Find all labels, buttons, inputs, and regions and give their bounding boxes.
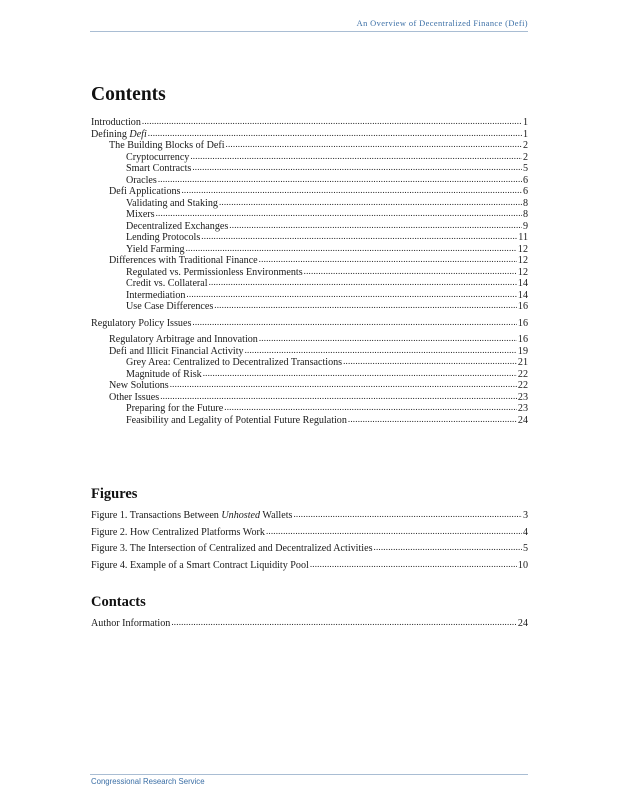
toc-page-number: 6 <box>522 186 528 197</box>
toc-entry-text: Cryptocurrency <box>126 151 190 163</box>
running-header-title: An Overview of Decentralized Finance (Defi) <box>356 19 528 28</box>
contacts-list <box>91 618 528 630</box>
toc-entry-italic-text: Defi <box>129 128 147 140</box>
dot-leader <box>181 185 521 197</box>
dot-leader <box>310 559 517 571</box>
dot-leader <box>148 128 522 140</box>
toc-page-number: 19 <box>517 345 528 357</box>
toc-entry[interactable] <box>91 415 528 427</box>
dot-leader <box>293 509 522 521</box>
toc-page-number: 23 <box>517 403 528 414</box>
toc-page-number: 1 <box>522 117 528 128</box>
toc-entry-text: Defining <box>91 128 130 140</box>
toc-entry-text: Intermediation <box>126 289 186 301</box>
toc-entry-text: Author Information <box>91 618 171 629</box>
toc-entry-label <box>91 117 141 129</box>
toc-entry-text: Magnitude of Risk <box>126 368 202 380</box>
toc-entry[interactable] <box>91 318 528 330</box>
dot-leader <box>343 356 517 368</box>
toc-entry-label <box>91 129 147 141</box>
dot-leader <box>226 139 522 151</box>
toc-entry-text: Use Case Differences <box>126 301 214 312</box>
toc-page-number: 5 <box>522 163 528 174</box>
toc-entry-text: Figure 1. Transactions Between <box>91 510 222 521</box>
toc-entry-text: Mixers <box>126 209 155 220</box>
dot-leader <box>259 333 517 345</box>
toc-entry-label <box>126 152 189 164</box>
figures-list <box>91 510 528 571</box>
toc-entry-label <box>126 290 185 302</box>
toc-entry-text: Regulatory Policy Issues <box>91 317 192 329</box>
toc-entry-label <box>126 415 347 427</box>
toc-entry-text: Decentralized Exchanges <box>126 220 229 232</box>
toc-entry-text: Figure 3. The Intersection of Centralized and Decentralized Activities <box>91 543 373 554</box>
dot-leader <box>156 208 522 220</box>
toc-page-number: 12 <box>517 266 528 278</box>
dot-leader <box>209 277 517 289</box>
dot-leader <box>158 174 522 186</box>
toc-entry[interactable] <box>91 543 528 555</box>
toc-page-number: 10 <box>517 559 528 571</box>
toc-page-number: 16 <box>517 317 528 329</box>
toc-page-number: 24 <box>517 414 528 426</box>
contents-heading: Contents <box>91 84 166 105</box>
toc-page-number: 9 <box>522 220 528 232</box>
toc-entry-label <box>91 318 191 330</box>
toc-entry-text: Preparing for the Future <box>126 403 224 414</box>
toc-entry-label <box>91 618 170 630</box>
toc-entry-label <box>126 301 213 313</box>
toc-entry-label <box>109 186 180 198</box>
toc-entry[interactable] <box>91 527 528 539</box>
dot-leader <box>160 391 517 403</box>
dot-leader <box>142 116 522 128</box>
toc-page-number: 11 <box>518 232 528 243</box>
toc-entry-label <box>91 527 265 539</box>
toc-page-number: 5 <box>522 543 528 554</box>
toc-page-number: 2 <box>522 140 528 151</box>
dot-leader <box>259 254 517 266</box>
toc-entry-label <box>109 392 159 404</box>
footer-text: Congressional Research Service <box>91 777 205 786</box>
toc-entry-text: Introduction <box>91 117 141 128</box>
toc-entry-label <box>91 510 292 522</box>
toc-entry-text: Feasibility and Legality of Potential Future Regulation <box>126 414 347 426</box>
toc-entry-text: Other Issues <box>109 391 160 403</box>
dot-leader <box>224 402 517 414</box>
toc-entry-label <box>126 244 185 256</box>
toc-entry-text: Grey Area: Centralized to Decentralized Transactions <box>126 357 343 368</box>
toc-entry-text: Oracles <box>126 174 157 186</box>
toc-page-number: 14 <box>517 289 528 301</box>
toc-entry-text: Credit vs. Collateral <box>126 278 208 289</box>
toc-entry-label <box>126 209 155 221</box>
dot-leader <box>348 414 517 426</box>
dot-leader <box>266 526 522 538</box>
toc-entry-text: Defi and Illicit Financial Activity <box>109 345 244 357</box>
toc-page-number: 22 <box>517 368 528 380</box>
toc-entry-text: Smart Contracts <box>126 163 192 174</box>
toc-page-number: 16 <box>517 301 528 312</box>
toc-entry-text: Lending Protocols <box>126 232 201 243</box>
header-divider <box>90 31 528 32</box>
dot-leader <box>186 289 516 301</box>
dot-leader <box>229 220 522 232</box>
dot-leader <box>245 345 517 357</box>
toc-entry-text: Validating and Staking <box>126 197 218 209</box>
dot-leader <box>192 317 517 329</box>
toc-entry[interactable] <box>91 618 528 630</box>
toc-page-number: 24 <box>517 618 528 629</box>
toc-entry-label <box>109 334 258 346</box>
toc-entry[interactable] <box>91 560 528 572</box>
toc-entry-text: Differences with Traditional Finance <box>109 255 258 266</box>
dot-leader <box>171 617 517 629</box>
toc-entry-label <box>126 403 223 415</box>
dot-leader <box>190 151 522 163</box>
toc-entry-label <box>91 560 309 572</box>
toc-entry-text: Yield Farming <box>126 243 185 255</box>
toc-entry-text: New Solutions <box>109 380 169 391</box>
dot-leader <box>214 300 517 312</box>
contacts-heading: Contacts <box>91 594 146 610</box>
toc-page-number: 1 <box>522 128 528 140</box>
toc-entry-text-suffix: Wallets <box>260 510 293 521</box>
toc-page-number: 14 <box>517 278 528 289</box>
toc-page-number: 16 <box>517 334 528 345</box>
toc-page-number: 21 <box>517 357 528 368</box>
toc-page-number: 22 <box>517 380 528 391</box>
toc-page-number: 12 <box>517 243 528 255</box>
toc-entry-label <box>126 175 157 187</box>
toc-entry-text: Figure 2. How Centralized Platforms Work <box>91 526 265 538</box>
dot-leader <box>203 368 517 380</box>
dot-leader <box>219 197 522 209</box>
toc-entry-text: Regulated vs. Permissionless Environments <box>126 266 303 278</box>
dot-leader <box>170 379 517 391</box>
dot-leader <box>374 542 522 554</box>
toc-page-number: 6 <box>522 174 528 186</box>
toc-entry-text: Regulatory Arbitrage and Innovation <box>109 334 258 345</box>
toc-entry[interactable] <box>91 301 528 313</box>
toc-page-number: 12 <box>517 255 528 266</box>
toc-page-number: 8 <box>522 209 528 220</box>
toc-page-number: 2 <box>522 151 528 163</box>
toc-entry-label <box>91 543 373 555</box>
contents-list <box>91 117 528 426</box>
toc-entry-label <box>109 255 258 267</box>
toc-entry[interactable] <box>91 510 528 522</box>
toc-page-number: 8 <box>522 197 528 209</box>
toc-entry-text: The Building Blocks of Defi <box>109 140 225 151</box>
footer-divider <box>90 774 528 775</box>
dot-leader <box>192 162 522 174</box>
figures-heading: Figures <box>91 486 138 502</box>
toc-page-number: 23 <box>517 391 528 403</box>
toc-entry-text: Figure 4. Example of a Smart Contract Liquidity Pool <box>91 559 309 571</box>
toc-entry-label <box>109 346 244 358</box>
dot-leader <box>186 243 517 255</box>
toc-entry-text: Defi Applications <box>109 186 181 197</box>
toc-entry-italic-text: Unhosted <box>221 510 261 521</box>
toc-page-number: 4 <box>522 526 528 538</box>
toc-page-number: 3 <box>522 510 528 521</box>
dot-leader <box>201 231 517 243</box>
dot-leader <box>304 266 517 278</box>
